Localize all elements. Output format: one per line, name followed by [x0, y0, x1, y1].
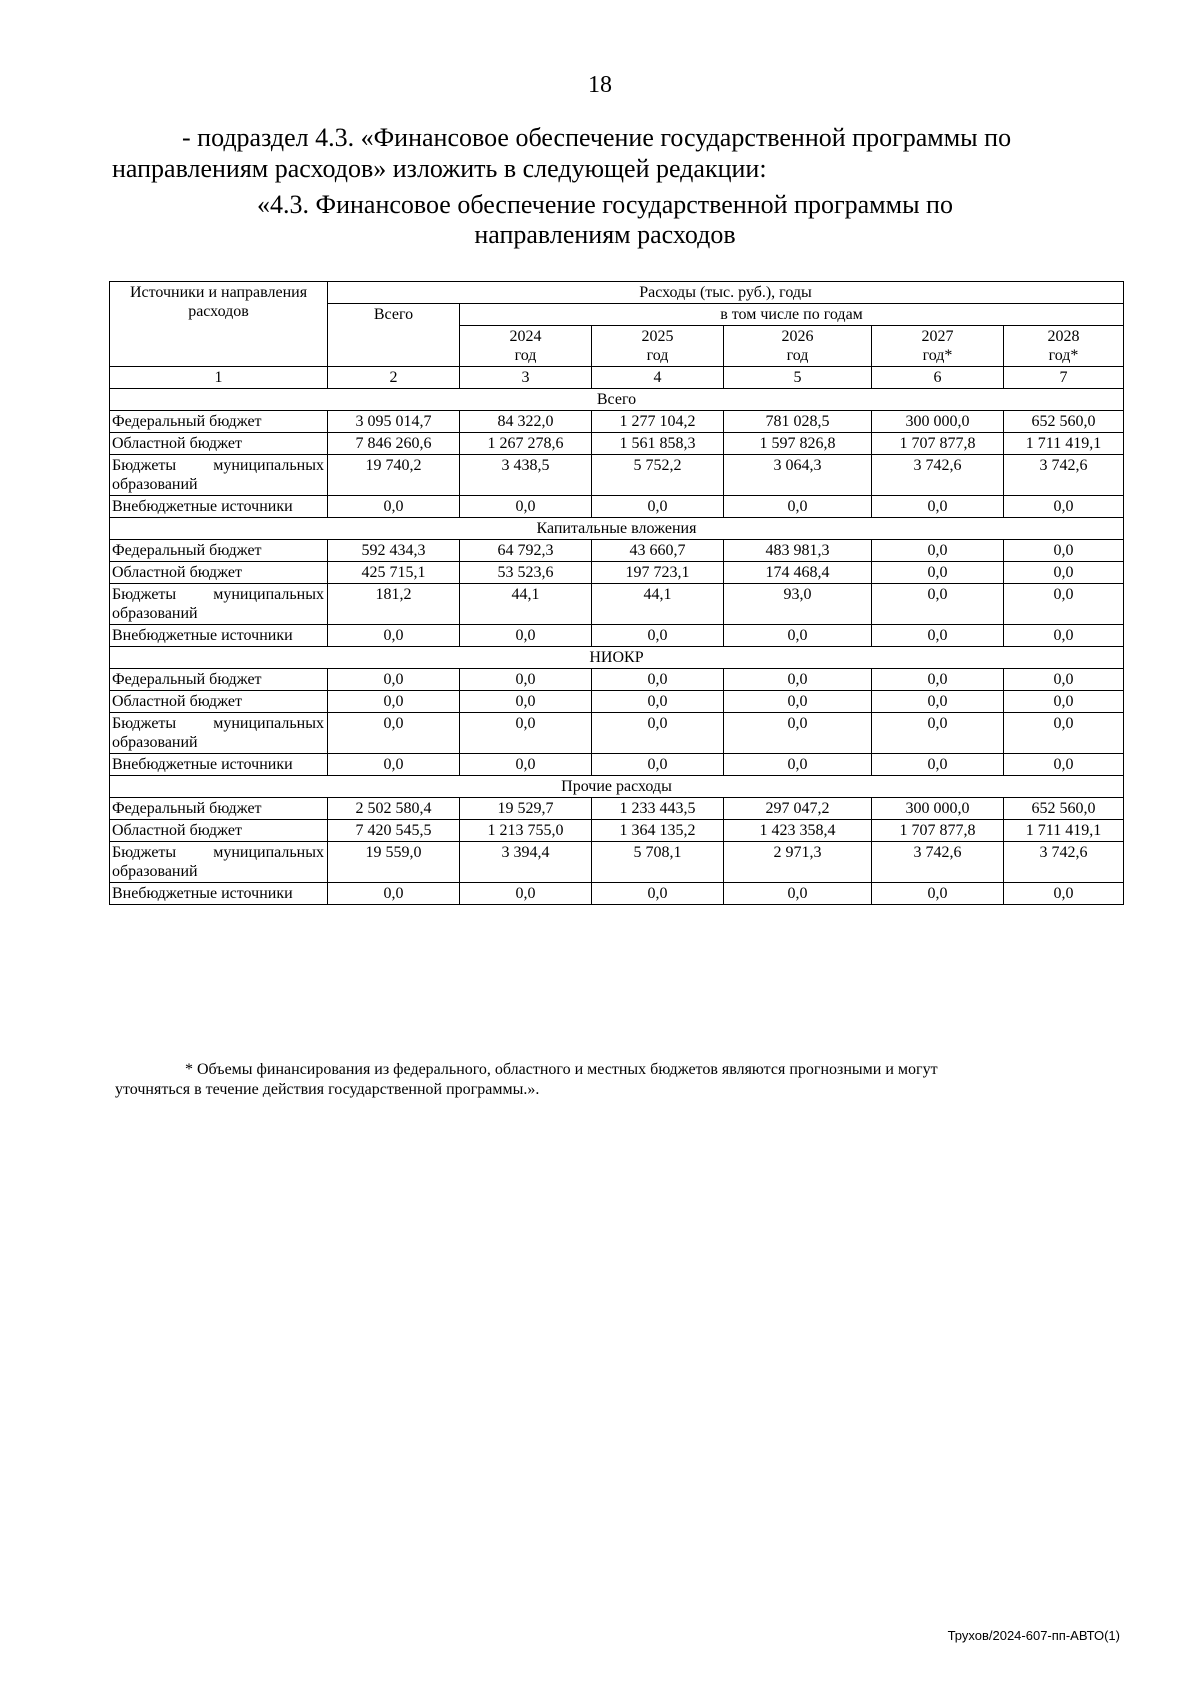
- value-cell: 93,0: [724, 584, 872, 625]
- document-code: Трухов/2024-607-пп-АВТО(1): [947, 1628, 1120, 1643]
- value-cell: 1 707 877,8: [872, 433, 1004, 455]
- intro-paragraph: [112, 122, 1102, 184]
- section-row: [110, 518, 1124, 540]
- value-cell: 3 742,6: [872, 455, 1004, 496]
- value-cell: 0,0: [460, 625, 592, 647]
- value-cell: 44,1: [592, 584, 724, 625]
- value-cell: 0,0: [1004, 540, 1124, 562]
- row-label: Федеральный бюджет: [110, 669, 328, 691]
- header-year-2024: [460, 326, 592, 367]
- value-cell: 181,2: [328, 584, 460, 625]
- value-cell: 3 742,6: [1004, 455, 1124, 496]
- value-cell: 0,0: [872, 754, 1004, 776]
- value-cell: 44,1: [460, 584, 592, 625]
- value-cell: 0,0: [592, 496, 724, 518]
- value-cell: 0,0: [1004, 713, 1124, 754]
- table-row: [110, 433, 1124, 455]
- row-label: Внебюджетные источники: [110, 754, 328, 776]
- value-cell: 0,0: [328, 883, 460, 905]
- row-label: Внебюджетные источники: [110, 883, 328, 905]
- value-cell: 0,0: [1004, 584, 1124, 625]
- section-row: [110, 389, 1124, 411]
- value-cell: 0,0: [724, 754, 872, 776]
- table-row: [110, 455, 1124, 496]
- value-cell: 19 529,7: [460, 798, 592, 820]
- header-year-2026: [724, 326, 872, 367]
- value-cell: 0,0: [1004, 625, 1124, 647]
- value-cell: 3 742,6: [1004, 842, 1124, 883]
- page-number: 18: [588, 72, 612, 98]
- value-cell: 5 752,2: [592, 455, 724, 496]
- column-number: 6: [872, 367, 1004, 389]
- value-cell: 483 981,3: [724, 540, 872, 562]
- table-body: [110, 389, 1124, 905]
- value-cell: 3 064,3: [724, 455, 872, 496]
- value-cell: 1 711 419,1: [1004, 820, 1124, 842]
- value-cell: 0,0: [724, 713, 872, 754]
- value-cell: 300 000,0: [872, 411, 1004, 433]
- value-cell: 425 715,1: [328, 562, 460, 584]
- value-cell: 2 502 580,4: [328, 798, 460, 820]
- value-cell: 652 560,0: [1004, 798, 1124, 820]
- row-label: Бюджеты муниципальных образований: [110, 713, 328, 754]
- table-row: [110, 754, 1124, 776]
- table-row: [110, 496, 1124, 518]
- value-cell: 0,0: [1004, 496, 1124, 518]
- value-cell: 0,0: [724, 496, 872, 518]
- intro-line-2: направлениям расходов» изложить в следующей редакции:: [112, 154, 767, 183]
- value-cell: 0,0: [724, 625, 872, 647]
- row-label: Бюджеты муниципальных образований: [110, 584, 328, 625]
- value-cell: 0,0: [872, 669, 1004, 691]
- value-cell: 0,0: [592, 625, 724, 647]
- value-cell: 3 394,4: [460, 842, 592, 883]
- value-cell: 0,0: [592, 883, 724, 905]
- value-cell: 0,0: [1004, 883, 1124, 905]
- column-number: 4: [592, 367, 724, 389]
- value-cell: 0,0: [592, 691, 724, 713]
- value-cell: 0,0: [872, 883, 1004, 905]
- value-cell: 1 597 826,8: [724, 433, 872, 455]
- value-cell: 0,0: [460, 691, 592, 713]
- value-cell: 5 708,1: [592, 842, 724, 883]
- heading-line-2: направлениям расходов: [474, 220, 736, 249]
- value-cell: 0,0: [460, 713, 592, 754]
- table-row: [110, 625, 1124, 647]
- value-cell: 0,0: [460, 754, 592, 776]
- footnote-line-1: * Объемы финансирования из федерального, областного и местных бюджетов являются прогнозными и могут: [185, 1061, 938, 1078]
- section-heading: [110, 190, 1100, 250]
- value-cell: 197 723,1: [592, 562, 724, 584]
- value-cell: 0,0: [460, 883, 592, 905]
- value-cell: 0,0: [328, 669, 460, 691]
- value-cell: 0,0: [592, 669, 724, 691]
- header-year-number: 2027: [921, 328, 954, 345]
- value-cell: 0,0: [1004, 754, 1124, 776]
- row-label: Федеральный бюджет: [110, 798, 328, 820]
- header-column-numbers: [110, 367, 1124, 389]
- value-cell: 1 277 104,2: [592, 411, 724, 433]
- value-cell: 0,0: [328, 691, 460, 713]
- value-cell: 1 561 858,3: [592, 433, 724, 455]
- heading-line-1: «4.3. Финансовое обеспечение государственной программы по: [257, 190, 953, 219]
- value-cell: 0,0: [724, 883, 872, 905]
- value-cell: 0,0: [1004, 669, 1124, 691]
- section-title: Капитальные вложения: [110, 518, 1124, 540]
- section-row: [110, 776, 1124, 798]
- intro-line-1: - подраздел 4.3. «Финансовое обеспечение государственной программы по: [182, 123, 1012, 152]
- value-cell: 1 213 755,0: [460, 820, 592, 842]
- value-cell: 0,0: [724, 669, 872, 691]
- value-cell: 0,0: [872, 691, 1004, 713]
- header-total: Всего: [328, 304, 460, 367]
- header-year-number: 2026: [781, 328, 814, 345]
- table-header: [110, 282, 1124, 389]
- value-cell: 0,0: [872, 562, 1004, 584]
- value-cell: 0,0: [872, 584, 1004, 625]
- value-cell: 84 322,0: [460, 411, 592, 433]
- table-row: [110, 798, 1124, 820]
- header-sources: Источники и направления расходов: [110, 282, 328, 367]
- footnote: [115, 1060, 1105, 1100]
- header-year-number: 2028: [1047, 328, 1080, 345]
- header-by-years: в том числе по годам: [460, 304, 1124, 326]
- header-year-number: 2024: [509, 328, 542, 345]
- column-number: 3: [460, 367, 592, 389]
- header-year-suffix: год: [514, 347, 537, 364]
- value-cell: 0,0: [592, 713, 724, 754]
- value-cell: 0,0: [328, 496, 460, 518]
- value-cell: 1 711 419,1: [1004, 433, 1124, 455]
- value-cell: 1 233 443,5: [592, 798, 724, 820]
- value-cell: 3 742,6: [872, 842, 1004, 883]
- value-cell: 3 438,5: [460, 455, 592, 496]
- footnote-line-2: уточняться в течение действия государственной программы.».: [115, 1081, 540, 1098]
- value-cell: 0,0: [328, 713, 460, 754]
- value-cell: 1 267 278,6: [460, 433, 592, 455]
- value-cell: 1 423 358,4: [724, 820, 872, 842]
- column-number: 7: [1004, 367, 1124, 389]
- value-cell: 300 000,0: [872, 798, 1004, 820]
- value-cell: 3 095 014,7: [328, 411, 460, 433]
- value-cell: 0,0: [724, 691, 872, 713]
- section-title: НИОКР: [110, 647, 1124, 669]
- row-label: Областной бюджет: [110, 820, 328, 842]
- section-title: Прочие расходы: [110, 776, 1124, 798]
- value-cell: 174 468,4: [724, 562, 872, 584]
- value-cell: 0,0: [328, 625, 460, 647]
- row-label: Областной бюджет: [110, 691, 328, 713]
- financing-table: [109, 281, 1124, 905]
- value-cell: 0,0: [872, 540, 1004, 562]
- header-year-2025: [592, 326, 724, 367]
- value-cell: 0,0: [460, 496, 592, 518]
- value-cell: 19 559,0: [328, 842, 460, 883]
- value-cell: 592 434,3: [328, 540, 460, 562]
- value-cell: 0,0: [460, 669, 592, 691]
- value-cell: 53 523,6: [460, 562, 592, 584]
- value-cell: 19 740,2: [328, 455, 460, 496]
- header-year-2028: [1004, 326, 1124, 367]
- header-year-suffix: год: [646, 347, 669, 364]
- value-cell: 652 560,0: [1004, 411, 1124, 433]
- row-label: Областной бюджет: [110, 562, 328, 584]
- table-row: [110, 713, 1124, 754]
- value-cell: 2 971,3: [724, 842, 872, 883]
- table-row: [110, 883, 1124, 905]
- row-label: Областной бюджет: [110, 433, 328, 455]
- column-number: 2: [328, 367, 460, 389]
- value-cell: 64 792,3: [460, 540, 592, 562]
- value-cell: 7 420 545,5: [328, 820, 460, 842]
- header-year-suffix: год*: [1048, 347, 1079, 364]
- header-year-suffix: год: [786, 347, 809, 364]
- value-cell: 0,0: [872, 625, 1004, 647]
- row-label: Внебюджетные источники: [110, 625, 328, 647]
- table-row: [110, 691, 1124, 713]
- column-number: 1: [110, 367, 328, 389]
- header-expenses: Расходы (тыс. руб.), годы: [328, 282, 1124, 304]
- value-cell: 0,0: [328, 754, 460, 776]
- value-cell: 7 846 260,6: [328, 433, 460, 455]
- value-cell: 0,0: [592, 754, 724, 776]
- table-row: [110, 820, 1124, 842]
- value-cell: 43 660,7: [592, 540, 724, 562]
- row-label: Внебюджетные источники: [110, 496, 328, 518]
- section-title: Всего: [110, 389, 1124, 411]
- row-label: Бюджеты муниципальных образований: [110, 455, 328, 496]
- column-number: 5: [724, 367, 872, 389]
- row-label: Федеральный бюджет: [110, 540, 328, 562]
- value-cell: 781 028,5: [724, 411, 872, 433]
- row-label: Федеральный бюджет: [110, 411, 328, 433]
- section-row: [110, 647, 1124, 669]
- header-year-2027: [872, 326, 1004, 367]
- row-label: Бюджеты муниципальных образований: [110, 842, 328, 883]
- table-row: [110, 540, 1124, 562]
- table-row: [110, 411, 1124, 433]
- header-year-suffix: год*: [922, 347, 953, 364]
- value-cell: 0,0: [1004, 562, 1124, 584]
- value-cell: 297 047,2: [724, 798, 872, 820]
- table-row: [110, 842, 1124, 883]
- value-cell: 0,0: [872, 713, 1004, 754]
- value-cell: 0,0: [1004, 691, 1124, 713]
- table-row: [110, 562, 1124, 584]
- table-row: [110, 584, 1124, 625]
- header-year-number: 2025: [641, 328, 674, 345]
- table-row: [110, 669, 1124, 691]
- value-cell: 1 707 877,8: [872, 820, 1004, 842]
- value-cell: 1 364 135,2: [592, 820, 724, 842]
- value-cell: 0,0: [872, 496, 1004, 518]
